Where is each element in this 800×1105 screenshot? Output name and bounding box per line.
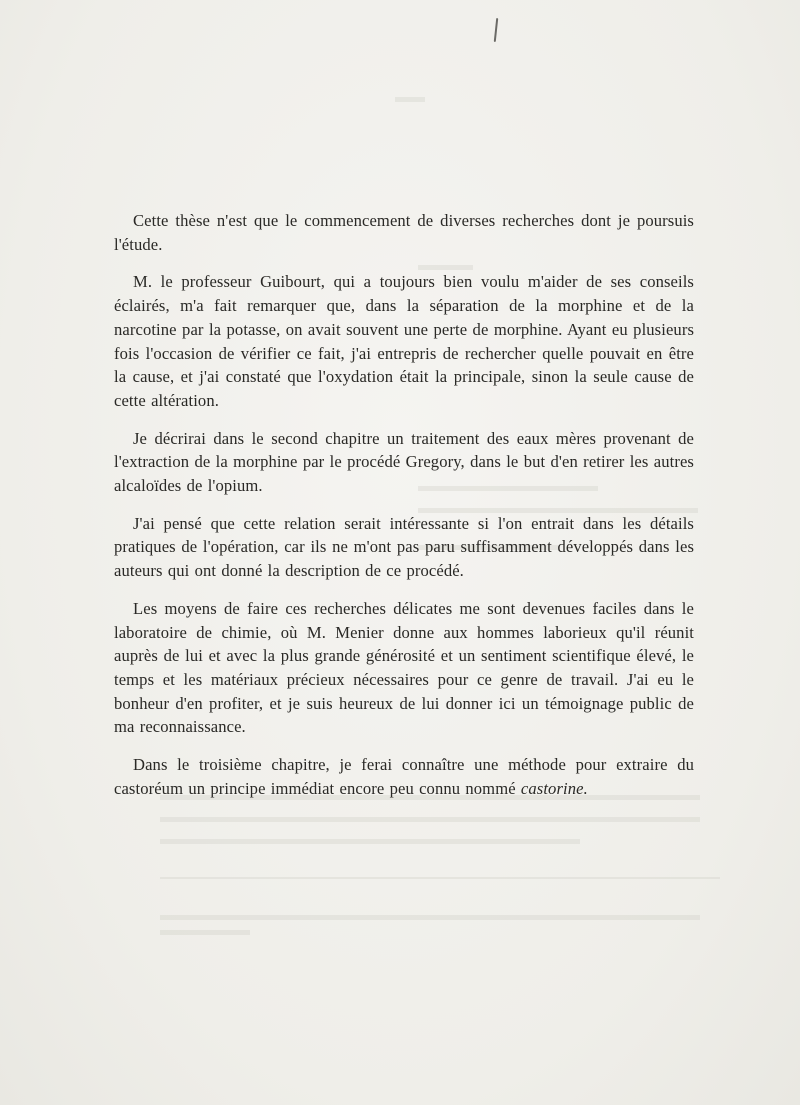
show-through-mark [160, 839, 580, 844]
paragraph: Je décrirai dans le second chapitre un traitement des eaux mères provenant de l'extraction de la morphine par le procédé Gregory, dans le but d'en retirer les autres alcaloïdes de l'opium. [114, 428, 694, 496]
show-through-mark [160, 817, 700, 822]
paragraph-text: Dans le troisième chapitre, je ferai connaître une méthode pour extraire du castoréum un principe immédiat encore peu connu nommé [114, 755, 694, 798]
show-through-mark [395, 97, 425, 102]
show-through-rule [160, 877, 720, 879]
show-through-mark [160, 930, 250, 935]
paragraph: Cette thèse n'est que le commencement de diverses recherches dont je poursuis l'étude. [114, 211, 694, 254]
paragraph: J'ai pensé que cette relation serait intéressante si l'on entrait dans les détails pratiques de l'opération, car ils ne m'ont pas paru suffisamment développés dans les auteurs qui ont donné la description de ce procédé. [114, 513, 694, 581]
paragraph: M. le professeur Guibourt, qui a toujours bien voulu m'aider de ses conseils éclairés, m'a fait remarquer que, dans la séparation de la morphine et de la narcotine par la potasse, on avait souvent une perte de morphine. Ayant eu plusieurs fois l'occasion de vérifier ce fait, j'ai entrepris de rechercher quelle pouvait en être la cause, et j'ai constaté que l'oxydation était la principale, sinon la seule cause de cette altération. [114, 272, 694, 410]
stray-pen-mark [494, 18, 498, 42]
paragraph: Les moyens de faire ces recherches délicates me sont devenues faciles dans le laboratoire de chimie, où M. Menier donne aux hommes laborieux qu'il réunit auprès de lui et avec la plus grande générosité et un sentiment scientifique élevé, le temps et les matériaux précieux nécessaires pour ce genre de travail. J'ai eu le bonheur d'en profiter, et je suis heureux de lui donner ici un témoignage public de ma reconnaissance. [114, 598, 694, 737]
body-text [114, 209, 694, 814]
paragraph-last [114, 753, 694, 800]
show-through-mark [160, 915, 700, 920]
italic-term: castorine. [520, 778, 588, 798]
